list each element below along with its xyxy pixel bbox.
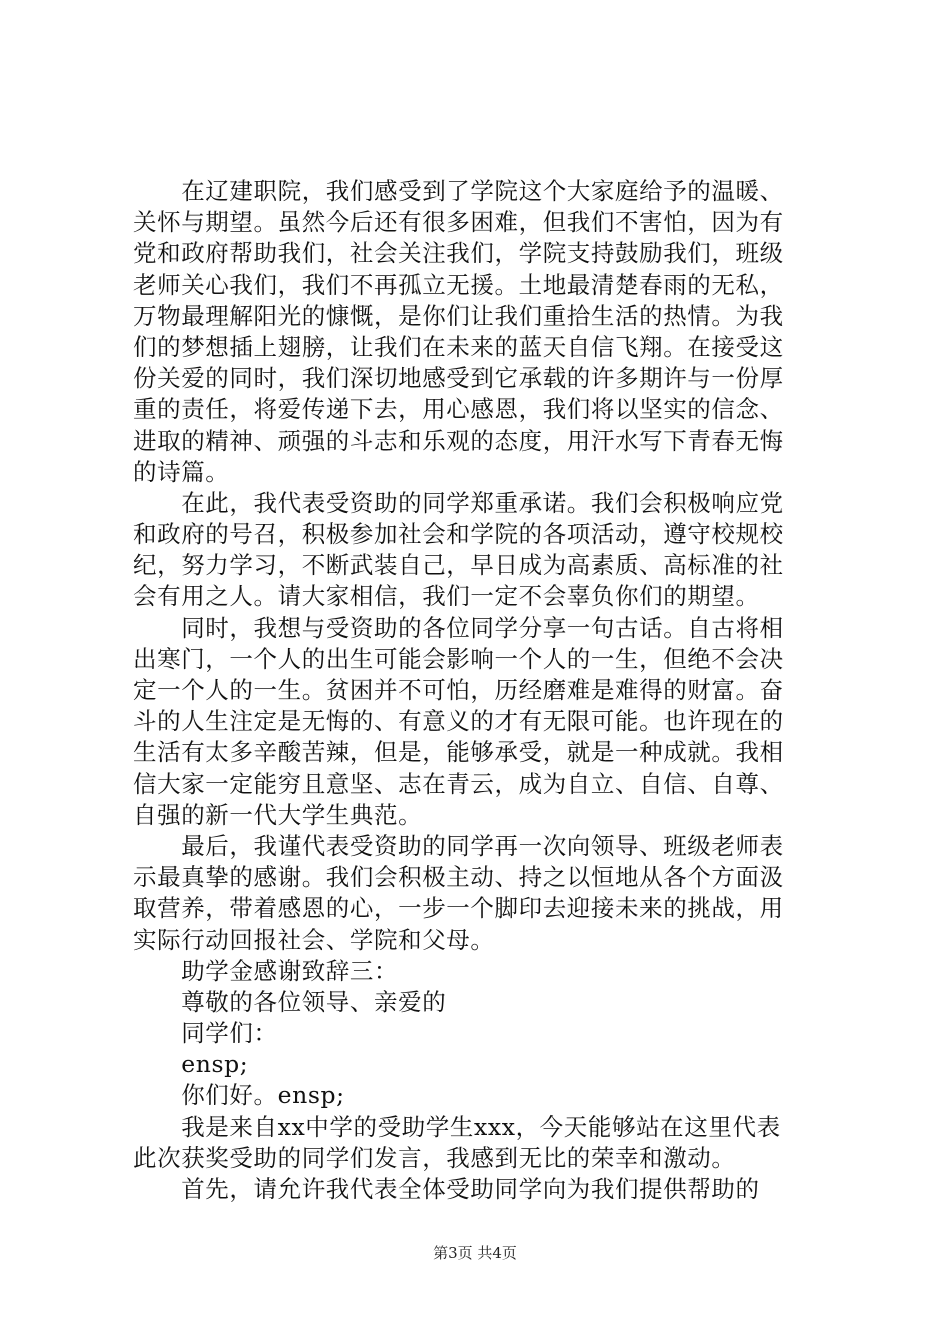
text-line: 取营养，带着感恩的心，一步一个脚印去迎接未来的挑战，用 <box>133 894 784 923</box>
text-line: 定一个人的一生。贫困并不可怕，历经磨难是难得的财富。奋 <box>133 676 784 704</box>
text-line: 份关爱的同时，我们深切地感受到它承载的许多期许与一份厚 <box>133 364 784 393</box>
text-line: 我是来自xx中学的受助学生xxx，今天能够站在这里代表 <box>133 1112 781 1141</box>
text-line: 同学们： <box>133 1019 278 1048</box>
text-line: 实际行动回报社会、学院和父母。 <box>133 925 495 954</box>
body-text <box>133 176 833 1205</box>
text-line: 老师关心我们，我们不再孤立无援。土地最清楚春雨的无私， <box>133 270 784 299</box>
text-line: 出寒门，一个人的出生可能会影响一个人的一生，但绝不会决 <box>133 644 784 673</box>
page-footer: 第3页 共4页 <box>433 1244 517 1262</box>
text-line: 纪，努力学习，不断武装自己，早日成为高素质、高标准的社 <box>133 551 784 580</box>
text-line: 你们好。ensp; <box>133 1081 345 1110</box>
text-line: 斗的人生注定是无悔的、有意义的才有无限可能。也许现在的 <box>133 707 784 736</box>
text-line: 和政府的号召，积极参加社会和学院的各项活动，遵守校规校 <box>133 520 784 549</box>
text-line: 重的责任，将爱传递下去，用心感恩，我们将以坚实的信念、 <box>133 395 784 424</box>
text-line: 最后，我谨代表受资助的同学再一次向领导、班级老师表 <box>133 831 784 860</box>
text-line: 在此，我代表受资助的同学郑重承诺。我们会积极响应党 <box>133 488 784 517</box>
text-line: 尊敬的各位领导、亲爱的 <box>133 987 447 1016</box>
text-line: 首先，请允许我代表全体受助同学向为我们提供帮助的 <box>133 1175 760 1203</box>
text-line: 在辽建职院，我们感受到了学院这个大家庭给予的温暖、 <box>133 177 784 205</box>
text-line: 助学金感谢致辞三： <box>133 956 399 985</box>
text-line: 党和政府帮助我们，社会关注我们，学院支持鼓励我们，班级 <box>133 239 784 268</box>
text-line: 的诗篇。 <box>133 457 230 486</box>
text-line: 示最真挚的感谢。我们会积极主动、持之以恒地从各个方面汲 <box>133 863 784 892</box>
text-line: 们的梦想插上翅膀，让我们在未来的蓝天自信飞翔。在接受这 <box>133 332 784 361</box>
text-line: 信大家一定能穷且意坚、志在青云，成为自立、自信、自尊、 <box>133 769 784 798</box>
text-line: 万物最理解阳光的慷慨，是你们让我们重拾生活的热情。为我 <box>133 301 784 330</box>
text-line: 此次获奖受助的同学们发言，我感到无比的荣幸和激动。 <box>133 1143 736 1172</box>
text-line: 生活有太多辛酸苦辣，但是，能够承受，就是一种成就。我相 <box>133 738 784 767</box>
text-line: 自强的新一代大学生典范。 <box>133 800 423 829</box>
text-line: 同时，我想与受资助的各位同学分享一句古话。自古将相 <box>133 613 784 642</box>
text-line: 关怀与期望。虽然今后还有很多困难，但我们不害怕，因为有 <box>133 208 784 237</box>
text-line: 会有用之人。请大家相信，我们一定不会辜负你们的期望。 <box>133 582 760 611</box>
text-line: ensp; <box>133 1050 249 1079</box>
text-line: 进取的精神、顽强的斗志和乐观的态度，用汗水写下青春无悔 <box>133 426 784 455</box>
